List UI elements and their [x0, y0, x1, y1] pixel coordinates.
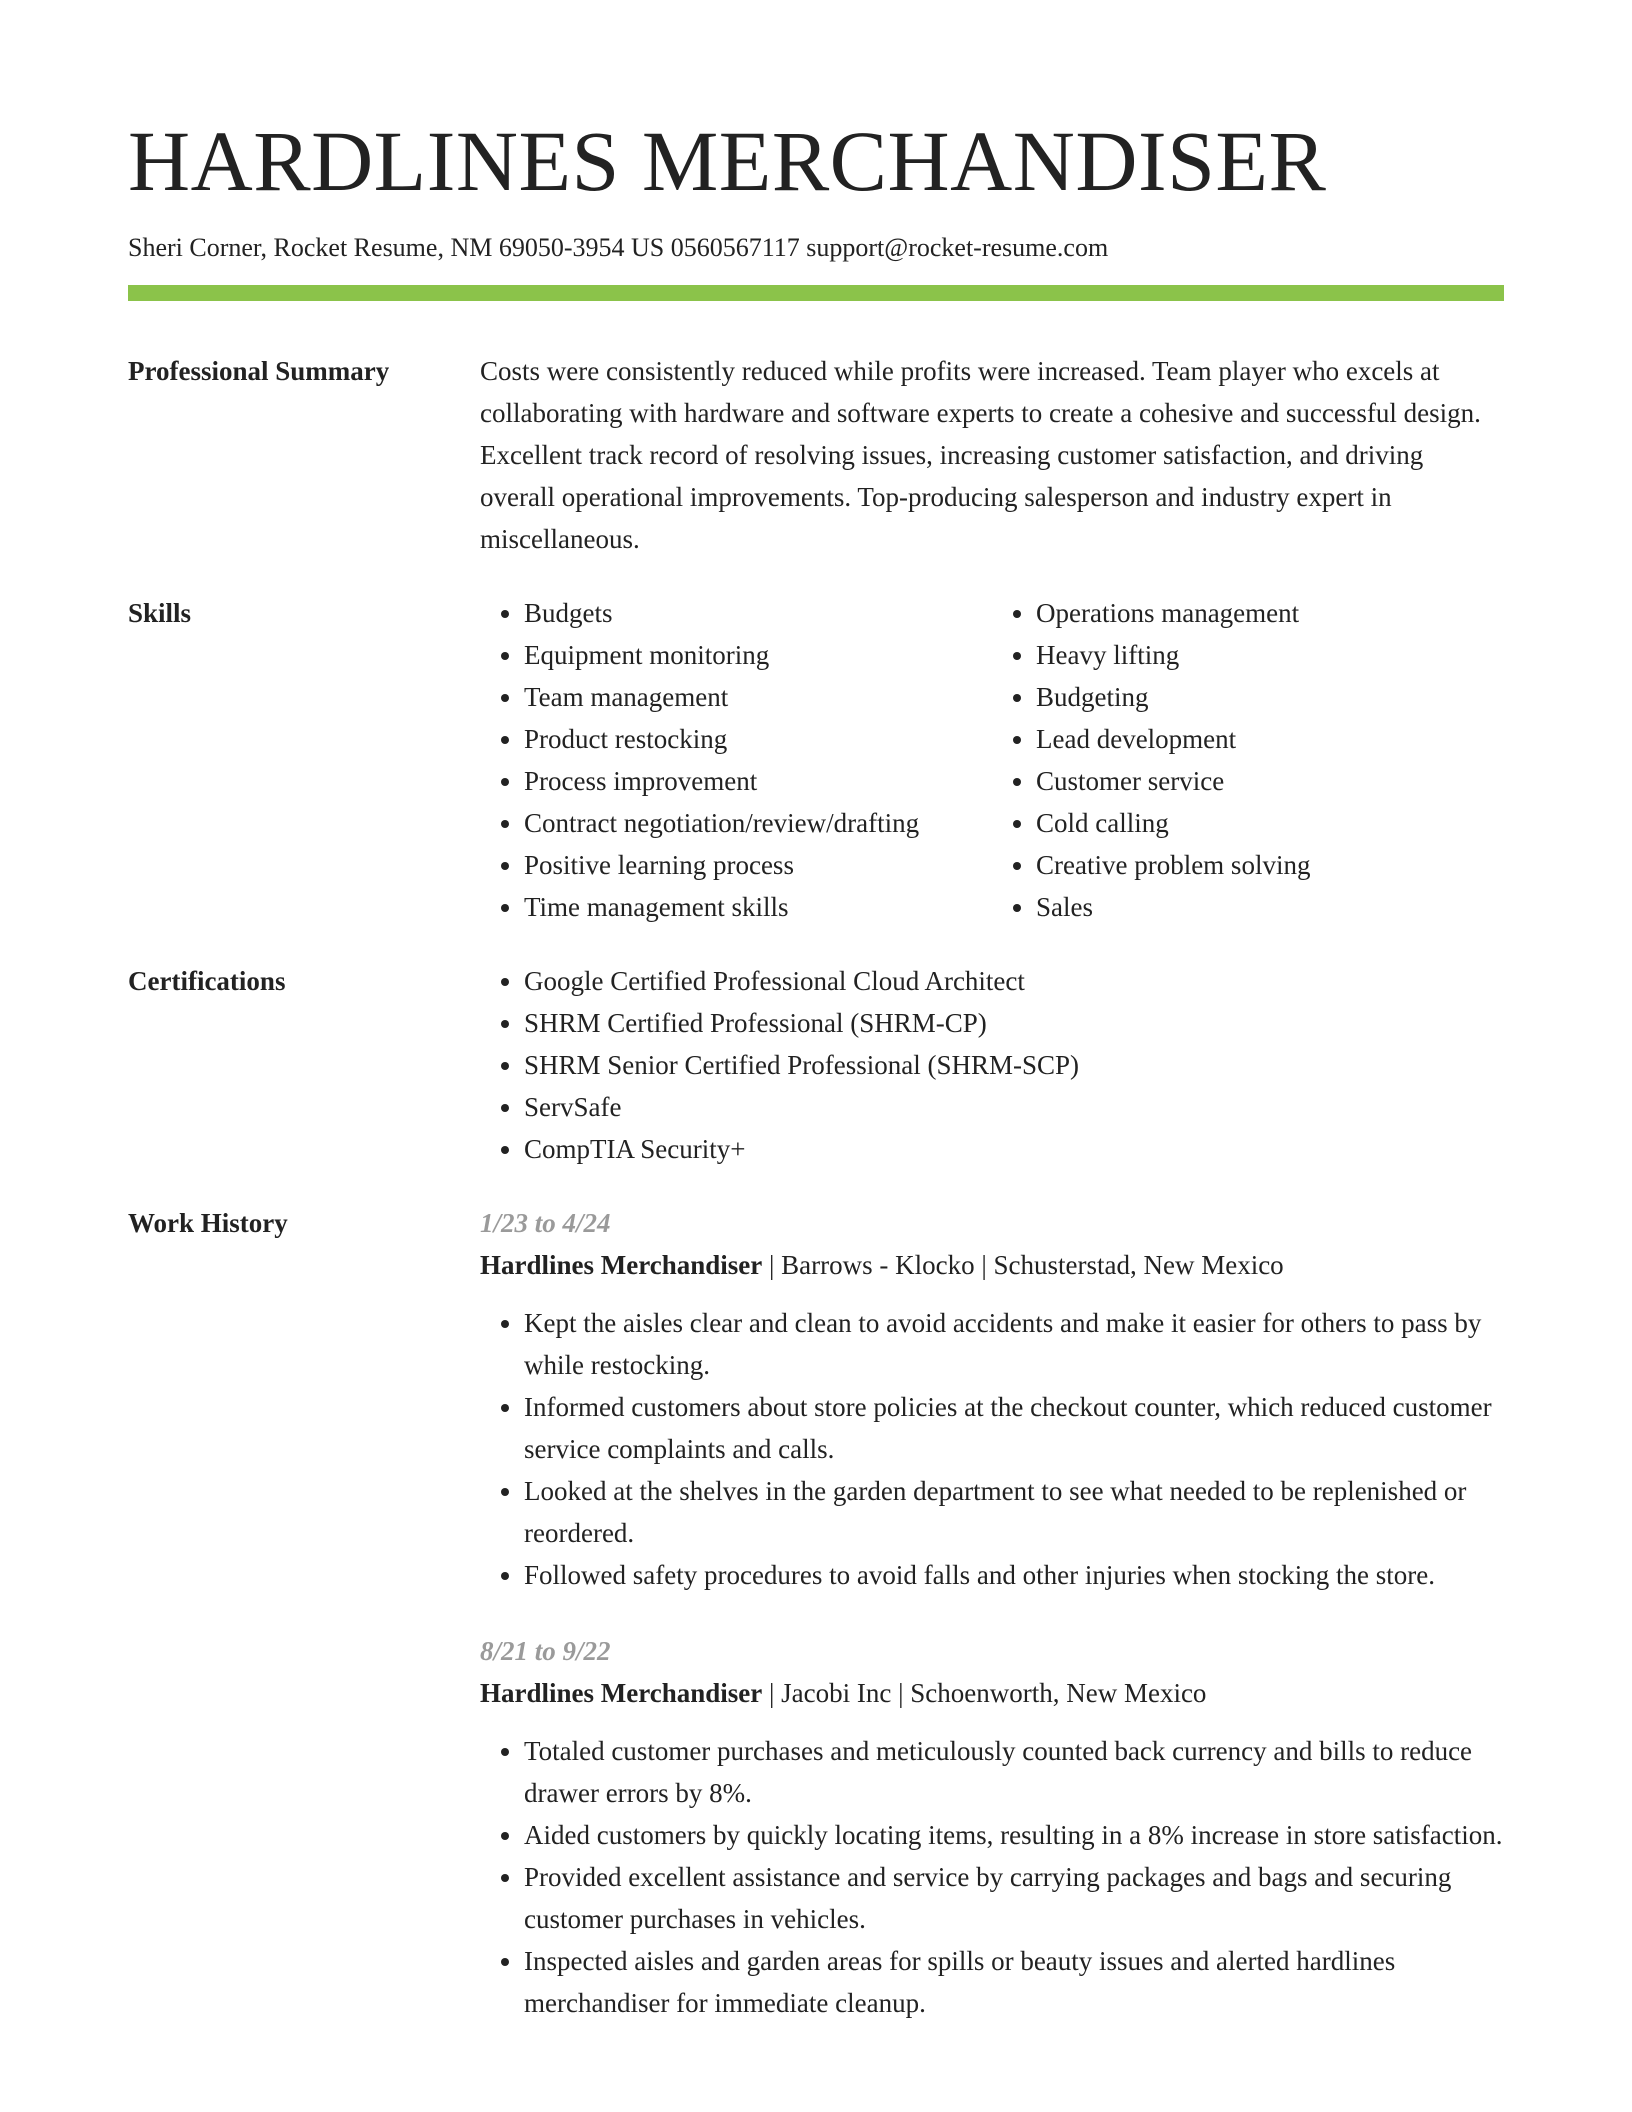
certifications-section	[480, 960, 1504, 1170]
skill-item: • Team management	[524, 676, 992, 718]
job-title: Hardlines Merchandiser	[480, 1250, 763, 1280]
work-history-section	[480, 1202, 1504, 2058]
job-bullet: • Aided customers by quickly locating items, resulting in a 8% increase in store satisfaction.	[524, 1814, 1504, 1856]
job-details: | Barrows - Klocko | Schusterstad, New Mexico	[762, 1250, 1284, 1280]
skill-item: • Operations management	[1036, 592, 1504, 634]
skills-list-left	[480, 592, 992, 928]
skill-item: • Equipment monitoring	[524, 634, 992, 676]
skill-item: • Lead development	[1036, 718, 1504, 760]
skills-label: Skills	[128, 598, 192, 628]
job-dates: 1/23 to 4/24	[480, 1208, 611, 1238]
job-bullet: • Kept the aisles clear and clean to avoid accidents and make it easier for others to pass by while restocking.	[524, 1302, 1504, 1386]
skill-item: • Customer service	[1036, 760, 1504, 802]
contact-line: Sheri Corner, Rocket Resume, NM 69050-3954 US 0560567117 support@rocket-resume.com	[128, 233, 1109, 262]
job-details: | Jacobi Inc | Schoenworth, New Mexico	[762, 1678, 1207, 1708]
job-dates: 8/21 to 9/22	[480, 1636, 611, 1666]
skill-item: • Time management skills	[524, 886, 992, 928]
job-title-line	[480, 1244, 1504, 1286]
header-divider	[128, 285, 1504, 301]
job-entry	[480, 1202, 1504, 1596]
job-title: Hardlines Merchandiser	[480, 1678, 763, 1708]
certification-item: • SHRM Senior Certified Professional (SHRM-SCP)	[524, 1044, 1504, 1086]
certifications-list	[480, 960, 1504, 1170]
job-bullet: • Looked at the shelves in the garden department to see what needed to be replenished or reordered.	[524, 1470, 1504, 1554]
skill-item: • Positive learning process	[524, 844, 992, 886]
job-bullet: • Provided excellent assistance and service by carrying packages and bags and securing customer purchases in vehicles.	[524, 1856, 1504, 1940]
skill-item: • Sales	[1036, 886, 1504, 928]
job-title-line	[480, 1672, 1504, 1714]
skills-list-right	[992, 592, 1504, 928]
skill-item: • Process improvement	[524, 760, 992, 802]
job-bullet: • Totaled customer purchases and meticulously counted back currency and bills to reduce drawer errors by 8%.	[524, 1730, 1504, 1814]
skill-item: • Heavy lifting	[1036, 634, 1504, 676]
certification-item: • SHRM Certified Professional (SHRM-CP)	[524, 1002, 1504, 1044]
skill-item: • Budgeting	[1036, 676, 1504, 718]
job-bullet: • Inspected aisles and garden areas for spills or beauty issues and alerted hardlines merchandiser for immediate cleanup.	[524, 1940, 1504, 2024]
job-bullet: • Informed customers about store policies at the checkout counter, which reduced customer service complaints and calls.	[524, 1386, 1504, 1470]
certification-item: • Google Certified Professional Cloud Architect	[524, 960, 1504, 1002]
resume-title: HARDLINES MERCHANDISER	[128, 113, 1327, 209]
summary-section	[480, 350, 1504, 560]
job-bullet: • Followed safety procedures to avoid falls and other injuries when stocking the store.	[524, 1554, 1504, 1596]
skill-item: • Contract negotiation/review/drafting	[524, 802, 992, 844]
summary-text: Costs were consistently reduced while profits were increased. Team player who excels at collaborating with hardware and software experts to create a cohesive and successful design. Excellent track record of resolving issues, increasing customer satisfaction, and driving overall operational improvements. Top-producing salesperson and industry expert in miscellaneous.	[480, 356, 1481, 554]
skills-section	[480, 592, 1504, 928]
certification-item: • ServSafe	[524, 1086, 1504, 1128]
job-entry	[480, 1630, 1504, 2024]
skill-item: • Budgets	[524, 592, 992, 634]
job-bullets	[480, 1730, 1504, 2024]
skill-item: • Creative problem solving	[1036, 844, 1504, 886]
skill-item: • Cold calling	[1036, 802, 1504, 844]
certification-item: • CompTIA Security+	[524, 1128, 1504, 1170]
skill-item: • Product restocking	[524, 718, 992, 760]
work-history-label: Work History	[128, 1208, 288, 1238]
certifications-label: Certifications	[128, 966, 286, 996]
skills-grid	[480, 592, 1504, 928]
summary-label: Professional Summary	[128, 356, 390, 386]
job-bullets	[480, 1302, 1504, 1596]
